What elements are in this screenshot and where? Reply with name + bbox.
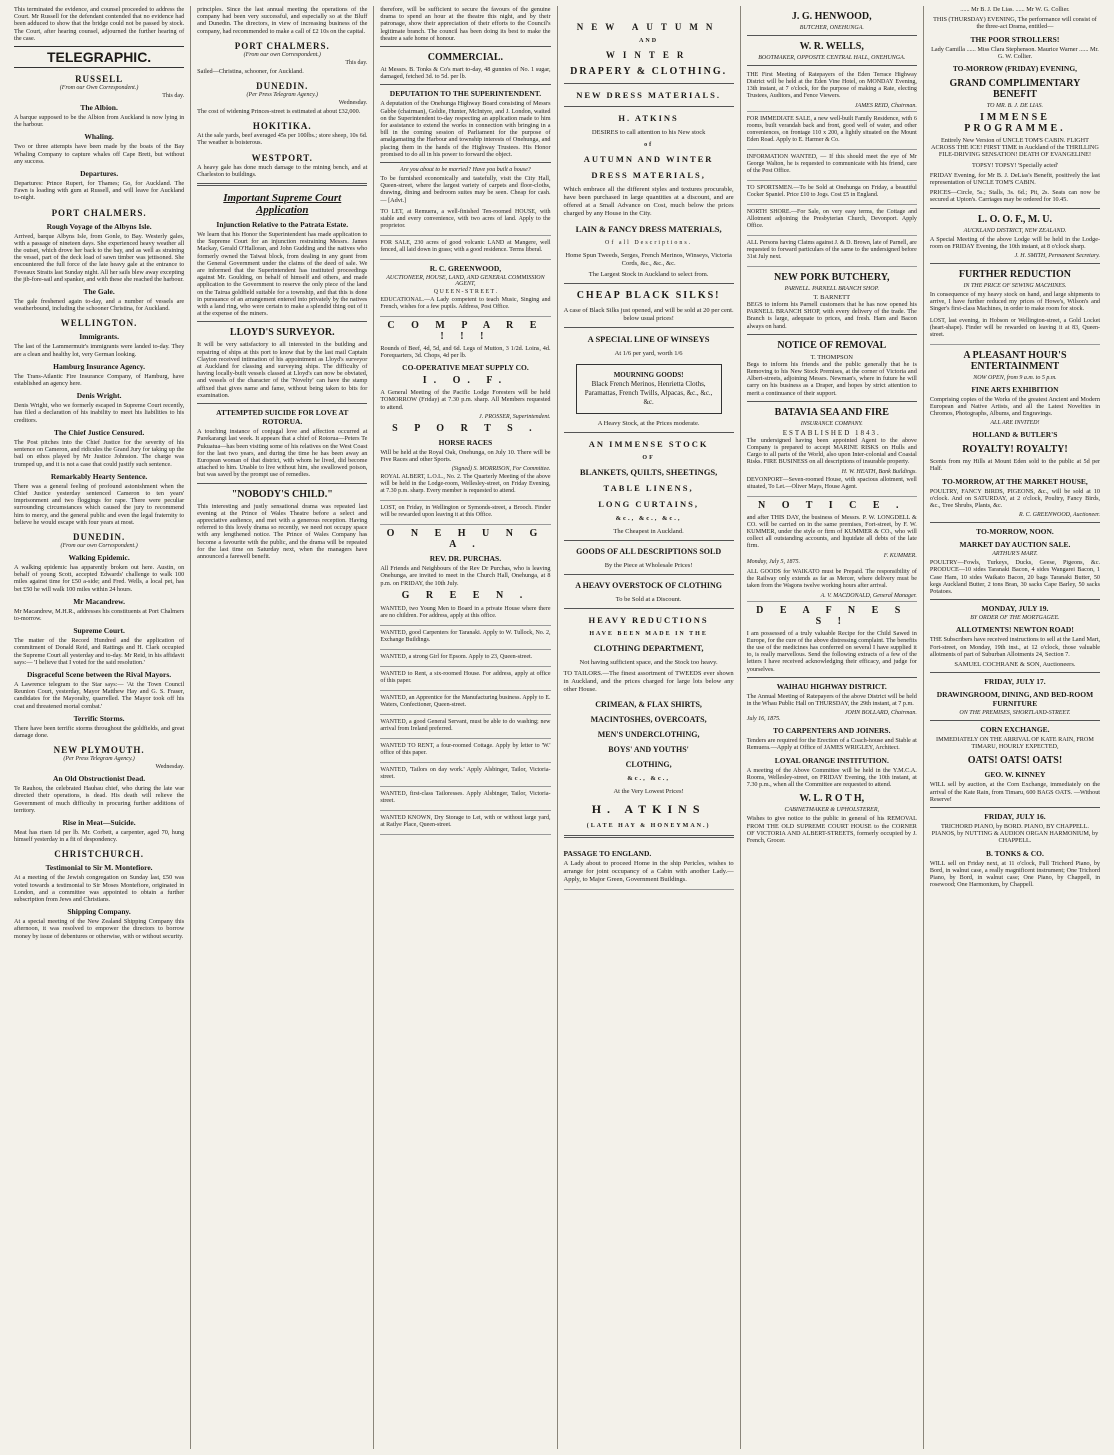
item-text: A barque supposed to be the Albion from Auckland is now lying in the harbour. bbox=[14, 114, 185, 129]
ad-text: WANTED TO RENT, a four-roomed Cottage. Apply by letter to 'W.' office of this paper. bbox=[380, 742, 551, 756]
ad-text: Of all Descriptions. bbox=[605, 240, 693, 246]
source-line: (From our own Correspondent.) bbox=[243, 51, 321, 58]
advertiser-name: H. ATKINS bbox=[591, 802, 706, 816]
classified-ad bbox=[380, 669, 550, 691]
ad-text: Scents from my Hills at Mount Eden sold to the public at 5d per Half. bbox=[929, 458, 1101, 473]
ad-text: I am possessed of a truly valuable Recipe for the Child Sawed in Europe, for the cure of the above distressing complaint. The benefits the use of the medicines has conferred on several I have supplied it to, is really marvellous. Send the following extracts of a few of the letters I have received acknowledging their efficacy, and judge for yourselves. bbox=[746, 629, 917, 673]
classified-ad bbox=[747, 183, 917, 205]
headline: COMMERCIAL. bbox=[427, 52, 504, 64]
ad-text: The Cheapest in Auckland. bbox=[613, 528, 684, 535]
advertiser-name: W. R. WELLS, bbox=[799, 41, 864, 52]
ad-text: A Special Meeting of the above Lodge will be held in the Lodge-room on FRIDAY Evening, the 10th instant, at 8 o'clock sharp. bbox=[929, 235, 1101, 250]
ad-text: Which embrace all the different styles and textures procurable, have been purchased in large quantities at a discount, and are offered at a Small Advance on Cost, much below the prices charged by any House in the City. bbox=[563, 186, 734, 217]
ad-text: TOPSY! TOPSY! 'Specially acted' bbox=[971, 161, 1058, 169]
ad-heading: WAIHAU HIGHWAY DISTRICT. bbox=[776, 681, 887, 691]
street-name: Q U E E N - S T R E E T . bbox=[433, 288, 498, 295]
advertiser-name: R. C. GREENWOOD, bbox=[429, 263, 502, 273]
ad-text: DEVONPORT—Seven-roomed House, with spacious allotment, well situated, To Let.—Oliver Mays, House Agent. bbox=[746, 476, 917, 490]
ad-text: A case of Black Silks just opened, and will be sold at 20 per cent. below usual prices! bbox=[563, 307, 734, 322]
item-text: There was a general feeling of profound astonishment when the Chief Justice yesterday sentenced Cameron to ten years' imprisonment and two floggings for rape. There were peculiar surrounding circumstances which caused the jury to recommend him to mercy, and the general public and even the legal fraternity to believe he would escape with four years at most. bbox=[14, 482, 185, 526]
ad-heading: ALLOTMENTS! NEWTON ROAD! bbox=[956, 625, 1074, 635]
ad-text: of bbox=[644, 142, 654, 148]
ad-text: The Annual Meeting of Ratepayers of the above District will be held in the Whau Public Hall on THURSDAY, the 29th instant, at 7 p.m. bbox=[746, 692, 917, 708]
ad-date: Monday, July 5, 1875. bbox=[746, 558, 801, 565]
ad-text: and after THIS DAY, the business of Messrs. P. W. LONGDELL & CO. will be carried on in the same premises, Fort-street, by F. W. KUMMER, under the style or firm of KUMMER & CO., who will collect all outstanding accounts, and liquidate all debts of the late firm. bbox=[746, 513, 917, 550]
ad-text: Wishes to give notice to the public in general of his REMOVAL FROM THE OLD SUPREME COURT HOUSE to the CORNER OF VICTORIA AND ALBERT-STREETS, formerly occupied by J. French, Grocer. bbox=[746, 815, 917, 844]
ad-headline: BOYS' AND YOUTHS' bbox=[608, 745, 689, 754]
section-heading-telegraphic: TELEGRAPHIC. bbox=[14, 46, 184, 68]
item-text: At a special meeting of the New Zealand Shipping Company this afternoon, it was resolved to empower the directors to borrow money by issue of debentures or otherwise, with or without security. bbox=[14, 918, 185, 940]
ad-text: A General Meeting of the Pacific Lodge Foresters will be held TOMORROW (Friday) at 7.30 p.m. sharp. All Members requested to attend. bbox=[380, 389, 551, 411]
ad-headline: GOODS OF ALL DESCRIPTIONS SOLD bbox=[576, 547, 722, 556]
ad-headline: CHEAP BLACK SILKS! bbox=[576, 290, 721, 301]
ad-text: EDUCATIONAL.—A Lady competent to teach Music, Singing and French, wishes for a few pupils. Address, Post Office. bbox=[380, 296, 551, 310]
classified-ad bbox=[380, 813, 550, 835]
column-1 bbox=[8, 6, 191, 1449]
item-text: There have been terrific storms throughout the goldfields, and great damage done. bbox=[14, 724, 185, 739]
ad-headline: BLANKETS, QUILTS, SHEETINGS, bbox=[579, 467, 718, 477]
ad-heading: I. O. F. bbox=[422, 375, 509, 387]
ad-subheading: BY ORDER OF THE MORTGAGEE. bbox=[970, 615, 1060, 622]
ad-headline: CRIMEAN, & FLAX SHIRTS, bbox=[595, 700, 702, 709]
ad-heading: TO CARPENTERS AND JOINERS. bbox=[773, 726, 891, 736]
ad-text: OF bbox=[642, 455, 655, 461]
place-heading: PORT CHALMERS. bbox=[234, 40, 330, 51]
ad-heading: PASSAGE TO ENGLAND. bbox=[563, 849, 652, 858]
ad-headline: AUTUMN AND WINTER bbox=[583, 154, 714, 164]
item-heading: Supreme Court. bbox=[73, 626, 125, 636]
ad-heading: FURTHER REDUCTION bbox=[958, 269, 1072, 281]
ad-text: Begs to inform his friends and the public generally that he is Removing to his New Stock Premises, at the corner of Victoria and Albert-streets, adjoining Messrs. Newman's, where in future he will carry on his business as a Draper, and hopes by strict attention to merit a continuance of their support. bbox=[746, 360, 917, 397]
ad-subheading: ON THE PREMISES, SHORTLAND-STREET. bbox=[959, 709, 1071, 716]
classified-ad bbox=[747, 114, 917, 150]
classified-ad bbox=[380, 765, 550, 787]
item-text: Denis Wright, who we formerly escaped in Supreme Court recently, has filed a declaration of his inability to meet his liabilities to his creditors. bbox=[14, 402, 185, 424]
ad-heading: NOTICE OF REMOVAL bbox=[777, 339, 887, 351]
ad-headline: MACINTOSHES, OVERCOATS, bbox=[590, 715, 707, 724]
item-text: The last of the Lammermuir's immigrants were landed to-day. They are a clean and healthy lot, very German looking. bbox=[14, 343, 185, 358]
ad-headline: LAIN & FANCY DRESS MATERIALS, bbox=[575, 224, 722, 234]
ad-heading: TO-MORROW, AT THE MARKET HOUSE, bbox=[942, 476, 1088, 486]
ad-text: FOR SALE, 230 acres of good volcanic LAND at Mangere, well fenced, all laid down in grass; with a good residence. Terms liberal. bbox=[380, 239, 551, 253]
place-heading: PORT CHALMERS. bbox=[51, 207, 147, 218]
article-text: This terminated the evidence, and counsel proceeded to address the Court. Mr Russell for the defendant contended that no evidence had been adduced to show that the bridge could not be passed by stock. The Court, after hearing counsel, adjourned the further hearing of the case. bbox=[14, 6, 185, 42]
ad-headline: NEW AUTUMN bbox=[576, 22, 721, 32]
classified-ad bbox=[380, 207, 550, 236]
divider bbox=[197, 483, 367, 484]
item-heading: Terrific Storms. bbox=[73, 713, 125, 723]
ad-subheading: Are you about to be married? Have you built a house? bbox=[400, 167, 531, 174]
ad-text: At 1/6 per yard, worth 1/6 bbox=[614, 350, 683, 357]
item-heading: Rise in Meat—Suicide. bbox=[62, 817, 136, 827]
column-2 bbox=[191, 6, 374, 1449]
ad-text: &c., &c., bbox=[627, 775, 670, 782]
ad-subheading: REV. DR. PURCHAS. bbox=[429, 554, 502, 564]
ad-headline: AN IMMENSE STOCK bbox=[588, 439, 709, 449]
ad-heading: N O T I C E . bbox=[757, 499, 906, 511]
ad-date: July 16, 1875. bbox=[746, 716, 781, 723]
ad-headline: CLOTHING, bbox=[625, 760, 672, 769]
item-text: At the sale yards, beef averaged 45s per 100lbs.; store sheep, 10s 6d. The weather is boisterous. bbox=[197, 132, 368, 147]
subheadline: Injunction Relative to the Patrata Estate. bbox=[216, 220, 349, 230]
ad-text: THE Subscribers have received instructions to sell at the Land Mart, Fort-street, on Monday, 19th inst., at 12 o'clock, those valuable allotments of part of Suburban Allotments 24, Section 7. bbox=[929, 636, 1101, 658]
headline: DEPUTATION TO THE SUPERINTENDENT. bbox=[389, 89, 542, 99]
ad-heading: DRAWINGROOM, DINING, AND BED-ROOM FURNITURE bbox=[936, 689, 1094, 708]
ad-text: WANTED, first-class Tailoresses. Apply Alsbinger, Tailor, Victoria-street. bbox=[380, 790, 551, 804]
ad-heading: MARKET DAY AUCTION SALE. bbox=[959, 540, 1071, 550]
ad-heading: BATAVIA SEA AND FIRE bbox=[774, 406, 889, 418]
divider bbox=[380, 46, 550, 47]
place-heading: RUSSELL bbox=[75, 74, 124, 85]
classified-ad bbox=[380, 717, 550, 739]
item-text: Arrived, barque Albyns Isle, from Gonle, to Bay. Westerly gales, with a passage of nineteen days. She experienced heavy weather all the outset, which drove her back to the bay, and as well as straining the vessel, part of the deck load of sawn timber was jettisoned. She encountered the full force of the late heavy gale at the entrance to Foveaux Straits last Sunday night. All her sails blew away excepting the jib-fore-sail and spanker, and with these she reached the harbour. bbox=[14, 232, 185, 283]
ad-text: TRICHORD PIANO, by BORD. PIANO, BY CHAPPELL. PIANOS, by NUTTING & AUDION ORGAN HARMONIUM, by CHAPPELL. bbox=[931, 822, 1099, 845]
ad-subheading: TO-MORROW (FRIDAY) EVENING, bbox=[952, 64, 1078, 74]
ad-subheading: NOW OPEN, from 9 a.m. to 5 p.m. bbox=[973, 374, 1057, 381]
ad-text: &c., &c., &c., bbox=[615, 515, 682, 522]
classified-ad bbox=[747, 475, 917, 497]
advertiser-name: W. L. R O T H, bbox=[799, 793, 865, 805]
ad-heading: ROYALTY! ROYALTY! bbox=[962, 444, 1068, 456]
ad-heading: A PLEASANT HOUR'S ENTERTAINMENT bbox=[963, 349, 1067, 372]
ad-text: Entirely New Version of UNCLE TOM'S CABIN. FLIGHT ACROSS THE ICE! FIRST TIME in Auckland of the THRILLING FILE-DRIVING SENSATION! DEATH OF EVANGELINE! bbox=[931, 137, 1099, 159]
ad-text: DESIRES to call attention to his New stock bbox=[591, 129, 706, 136]
ad-text: WANTED to Rent, a six-roomed House. For address, apply at office of this paper. bbox=[380, 670, 551, 684]
source-line: (From our own Correspondent.) bbox=[60, 542, 138, 549]
item-heading: Remarkably Hearty Sentence. bbox=[50, 471, 148, 481]
ad-text: The Largest Stock in Auckland to select from. bbox=[588, 271, 709, 278]
advertiser-title: AUCTIONEER, HOUSE, LAND, AND GENERAL COMMISSION AGENT, bbox=[386, 274, 545, 287]
ad-heading: IMMENSE PROGRAMME. bbox=[964, 112, 1066, 135]
signature: J. H. SMITH, Permanent Secretary. bbox=[1014, 253, 1101, 260]
ad-text: All Friends and Neighbours of the Rev Dr Purchas, who is leaving Onehunga, are invited to meet in the Church Hall, Onehunga, at 8 p.m. on FRIDAY, the 10th July. bbox=[380, 565, 551, 587]
ad-heading: GRAND COMPLIMENTARY BENEFIT bbox=[949, 78, 1081, 101]
ad-text: LOST, on Friday, in Wellington or Symonds-street, a Brooch. Finder will be rewarded upon leaving it at this Office. bbox=[380, 505, 551, 519]
ad-text: Comprising copies of the Works of the greatest Ancient and Modern European and Native Artists, and all the Latest Novelties in Chromos, Photographs, Albums, and Engravings. bbox=[929, 395, 1101, 418]
ad-text: The undersigned having been appointed Agent to the above Company is prepared to accept MARINE RISKS on Hulls and Cargo to all parts of the World, also upon Inter-colonial and Coastal Risks. FIRE BUSINESS on all descriptions of insurable property. bbox=[746, 436, 917, 466]
ad-text: INFORMATION WANTED, — If this should meet the eye of Mr George Walton, he is requested to communicate with his friend, care of the Post Office. bbox=[746, 154, 917, 174]
ad-text: FRIDAY Evening, for Mr B. J. DeLias's Benefit, positively the last representation of UNCLE TOM'S CABIN. bbox=[929, 171, 1101, 187]
classified-ad bbox=[380, 741, 550, 763]
signature: H. W. HEATH, Bank Buildings. bbox=[841, 468, 917, 475]
advertiser-name: GEO. W. KINNEY bbox=[984, 770, 1046, 780]
ad-text: NORTH SHORE.—For Sale, on very easy terms, the Cottage and Allotment adjoining the Presbyterian Church, Devonport. Apply Office. bbox=[746, 209, 917, 229]
item-heading: Hamburg Insurance Agency. bbox=[53, 361, 146, 371]
item-text: A heavy gale has done much damage to the mining bench, and at Charleston to buildings. bbox=[197, 163, 368, 178]
signature: A. V. MACDONALD, General Manager. bbox=[820, 592, 917, 599]
article-text: A deputation of the Onehunga Highway Board consisting of Messrs Gabbe (chairman), Goldie, Hunter, McIntyre, and J. London, waited on the Superintendent to-day respecting an application made to him for assistance to extend the works in connection with bringing in a bill in the coming session of Parliament for the purpose of amalgamating the Harbour and township interests of Onehunga, and placing them in the hands of the Highway Trustees. His Honor promised to do all in his power to forward the object. bbox=[380, 100, 551, 158]
ad-text: LOST, last evening, in Hobson or Wellington-street, a Gold Locket (heart-shape). Finder will be rewarded on leaving it at 83, Queen-street. bbox=[929, 317, 1101, 338]
classified-ad bbox=[380, 693, 550, 715]
ad-text: Will be held at the Royal Oak, Onehunga, on July 10. There will be Five Races and other Sports. bbox=[380, 448, 551, 464]
ad-subheading: AUCKLAND DISTRICT, NEW ZEALAND. bbox=[963, 227, 1067, 234]
signature: JAMES REID, Chairman. bbox=[854, 103, 917, 109]
dateline: This day. bbox=[345, 59, 368, 66]
ad-text: Rounds of Beef, 4d, 5d, and 6d. Legs of Mutton, 3 1/2d. Loins, 4d. Forequarters, 3d. Chops, 4d per lb. bbox=[380, 344, 551, 360]
divider bbox=[197, 321, 367, 322]
item-text: The cost of widening Princes-street is estimated at about £32,000. bbox=[197, 108, 361, 116]
item-heading: The Albion. bbox=[80, 103, 118, 113]
ad-subheading: TO MR. B. J. DE LIAS. bbox=[986, 103, 1043, 110]
ad-text: WANTED, a good General Servant, must be able to do washing; new arrival from Ireland preferred. bbox=[380, 718, 551, 732]
advertiser-name: B. TONKS & CO. bbox=[986, 848, 1044, 858]
ad-text: TO LET, at Remuera, a well-finished Ten-roomed HOUSE, with stable and every convenience, with two acres of land. Apply to the proprietor. bbox=[380, 208, 551, 229]
ad-subheading: HORSE RACES bbox=[438, 437, 493, 447]
ad-text: THIS (THURSDAY) EVENING, The performance will consist of the three-act Drama, entitled— bbox=[933, 16, 1097, 31]
item-heading: Denis Wright. bbox=[76, 391, 122, 401]
column-5 bbox=[741, 6, 924, 1449]
advertiser-title: BOOTMAKER, OPPOSITE CENTRAL HALL, ONEHUNGA. bbox=[758, 55, 906, 61]
ad-subheading: INSURANCE COMPANY. bbox=[800, 420, 863, 427]
ad-subheading: ARTHUR'S MART. bbox=[992, 551, 1038, 558]
advertiser-name: H. ATKINS bbox=[618, 113, 679, 123]
item-text: The gale freshened again to-day, and a number of vessels are weatherbound, including the schooner Christina, for Auckland. bbox=[14, 298, 185, 313]
signature: J. PROSSER, Superintendent. bbox=[479, 413, 551, 420]
ad-text: (LATE HAY & HONEYMAN.) bbox=[586, 823, 711, 829]
ad-text: At the Very Lowest Prices! bbox=[613, 788, 684, 795]
item-heading: Shipping Company. bbox=[67, 907, 131, 917]
ad-text: WANTED, two Young Men to Board in a private House where there are no children. For address, apply at this office. bbox=[380, 605, 551, 619]
item-text: A walking epidemic has apparently broken out here. Austin, on behalf of young Scott, accepted Edwards' challenge to walk 100 miles against time for £50 a-side; and Fred. Wells, a local pet, has bet £50 he will walk 100 miles within 24 hours. bbox=[14, 563, 185, 593]
classified-ad bbox=[380, 604, 550, 626]
ad-heading: S P O R T S . bbox=[392, 422, 539, 434]
item-text: A Lawrence telegram to the Star says:— 'At the Town Council Reunion Court, yesterday, Mayor Matthew Hay and G. S. Fraser, candidates for the Mayoralty, quarrelled. The Mayor took off his coat and threatened mortal combat.' bbox=[14, 680, 185, 710]
article-text: This interesting and justly sensational drama was repeated last evening at the Prince of Wales Theatre before a select and appreciative audience, and met with a generous reception. Having referred to this lovely drama so recently, we need not occupy space with any lengthened notice. The Prince of Wales Company has become a favourite with the public, and the drama will be repeated for the last time on Saturday next, when the managers have announced a farewell benefit. bbox=[197, 502, 368, 560]
item-heading: Disgraceful Scene between the Rival Mayors. bbox=[27, 669, 172, 679]
ad-text: A Lady about to proceed Home in the ship Pericles, wishes to arrange for joint occupancy of a Cabin with another Lady.—Apply, to Major Green, Government Buildings. bbox=[563, 860, 734, 883]
ad-text: WANTED KNOWN, Dry Storage to Let, with or without large yard, at Ratlye Place, Queen-street. bbox=[380, 814, 551, 828]
ad-headline: WINTER bbox=[605, 50, 692, 60]
classified-ad bbox=[747, 70, 917, 112]
ad-text: Home Spun Tweeds, Serges, French Merinos, Winseys, Victoria Cords, &c., &c., &c. bbox=[565, 252, 732, 267]
ad-headline: CLOTHING DEPARTMENT, bbox=[593, 643, 704, 653]
ad-headline: NEW DRESS MATERIALS. bbox=[576, 90, 721, 100]
ad-headline: A SPECIAL LINE OF WINSEYS bbox=[587, 334, 710, 344]
ad-text: TO TAILORS.—The finest assortment of TWEEDS ever shown in Auckland, and the prices charged for large lots below any other House. bbox=[563, 670, 734, 693]
classified-ad bbox=[380, 295, 550, 317]
place-heading: DUNEDIN. bbox=[256, 81, 309, 92]
ad-text: ROYAL ALBERT, L.O.L., No. 2. The Quarterly Meeting of the above will be held in the Lodge-room, Wellesley-street, on Friday Evening, at 7.30 p.m. sharp. Every member is requested to attend. bbox=[380, 474, 551, 495]
classified-ad bbox=[380, 789, 550, 811]
column-6 bbox=[924, 6, 1106, 1449]
ad-headline: LONG CURTAINS, bbox=[598, 499, 699, 509]
ad-text: To be Sold at a Discount. bbox=[615, 596, 682, 603]
ad-text: AND bbox=[639, 38, 659, 44]
cast-list: Lady Camilla ...... Miss Clara Stephenson. Maurice Warner ...... Mr. G. W. Collier. bbox=[931, 45, 1099, 60]
item-heading: An Old Obstructionist Dead. bbox=[53, 774, 146, 784]
headline: LLOYD'S SURVEYOR. bbox=[229, 327, 335, 339]
article-text: We learn that his Honor the Superintendent has made application to the Supreme Court for an injunction restraining Messrs. James Mackay, Gerald O'Halloran, and John Gudding and the natives who formerly owned the Taiwai block, from dealing in any grant from the General Government under the claims of the deed of sale. We are informed that the Superintendent has instituted proceedings against Mr. Goulding, on behalf of himself and others, and made application to the Government to reserve the only piece of the land on the Tairua goldfield suitable for a township, and that this is done in pursuance of an arrangement entered into privately by the natives with a land ring, who were certain to make a splendid thing out of it at the expense of the miners. bbox=[197, 231, 368, 318]
signature: T. THOMPSON bbox=[810, 353, 853, 361]
ad-text: In consequence of my heavy stock on hand, and large shipments to arrive, I have further reduced my prices of Howe's, Wilson's and Singer's first-class Machines, in order to make room for stock. bbox=[929, 291, 1101, 313]
ad-text: By the Piece at Wholesale Prices! bbox=[604, 562, 693, 569]
source-line: (From our Own Correspondent.) bbox=[59, 85, 139, 92]
box-heading: MOURNING GOODS! bbox=[613, 371, 684, 379]
column-3 bbox=[374, 6, 557, 1449]
signature: T. BARNETT bbox=[813, 294, 851, 301]
ad-text: TO SPORTSMEN.—To be Sold at Onehunga on Friday, a beautiful Cocker Spaniel. Price £10 to Jogs. Cost £5 in England. bbox=[746, 185, 917, 198]
ad-text: PRICES—Circle, 5s.; Stalls, 3s. 6d.; Pit, 2s. Seats can now be secured at Upton's. Carriages may be ordered for 10.45. bbox=[929, 189, 1101, 204]
article-text: therefore, will be sufficient to secure the favours of the genuine drama to spend an hour at the theatre this night, and by their patronage, show their appreciation of their efforts to the Council's legitimate branch. The council has been doing its best to make the theatre a safe home of honour. bbox=[380, 6, 551, 42]
ad-heading: D E A F N E S S ! bbox=[756, 604, 908, 627]
source-line: (Per Press Telegram Agency.) bbox=[246, 92, 318, 99]
divider bbox=[197, 183, 367, 186]
item-text: The Trans-Atlantic Fire Insurance Company, of Hamburg, have established an agency here. bbox=[14, 372, 185, 388]
divider bbox=[380, 162, 550, 163]
classified-ad bbox=[380, 472, 550, 501]
ad-heading: TO-MORROW, NOON. bbox=[976, 527, 1054, 537]
ad-text: Tenders are required for the Erection of a Coach-house and Stable at Remuera.—Apply at Office of JAMES WRIGLEY, Architect. bbox=[746, 737, 917, 752]
item-text: The matter of the Record Hundred and the application of commitment of Donald Reid, and Rattings and H. Clark occupied the Supreme Court all yesterday and to-day. Mr Reid, in his affidavit says:— 'I believe that I voted for the said resolution.' bbox=[14, 637, 185, 666]
ad-headline: HEAVY REDUCTIONS bbox=[588, 615, 709, 625]
classified-ad bbox=[380, 652, 550, 667]
column-4-drapery-ad bbox=[558, 6, 741, 1449]
ad-text: THE First Meeting of Ratepayers of the Eden Terrace Highway District will be held at the Eden Vine Hotel, on MONDAY Evening, 13th instant, at 7 o'clock, for the purpose of making a Rate, electing Trustees, Auditors, and Fence Viewers. bbox=[746, 72, 917, 99]
article-text: At Messrs. B. Tonks & Co's mart to-day, 48 gunnies of No. 1 sugar, damaged, fetched 3d. to 5d. per lb. bbox=[380, 66, 551, 81]
classified-ad bbox=[747, 207, 917, 236]
advertiser-title: CABINETMAKER & UPHOLSTERER, bbox=[784, 807, 880, 814]
ad-text: WANTED, 'Tailors on day work.' Apply Alsbinger, Tailor, Victoria-street. bbox=[380, 766, 551, 780]
ad-headline: DRESS MATERIALS, bbox=[591, 170, 706, 180]
dateline: This day. bbox=[162, 93, 185, 100]
ad-text: BEGS to inform his Parnell customers that he has now opened his PARNELL BRANCH SHOP, with every delivery of the trade. The Branch is large, adequate to prices, and fresh. Ham and Bacon always on hand. bbox=[746, 301, 917, 330]
advertiser-name: J. G. HENWOOD, bbox=[791, 11, 872, 22]
ad-subheading: ALL ARE INVITED! bbox=[990, 420, 1040, 427]
ad-text: HAVE BEEN MADE IN THE bbox=[589, 631, 708, 637]
ad-heading: FRIDAY, JULY 16. bbox=[984, 811, 1046, 821]
ad-text: ALL GOODS for WAIKATO must be Prepaid. The responsibility of the Railway only extends as far as Mercer, where delivery must be taken from the Wagons twelve working hours after arrival. bbox=[746, 568, 917, 589]
item-text: Te Rauhou, the celebrated Hauhau chief, who during the late war directed their operations, is dead. His death will relieve the Government of much difficulty in procuring further additions of territory. bbox=[14, 785, 185, 814]
place-heading: WESTPORT. bbox=[251, 152, 313, 163]
item-text: Meat has risen 1d per lb. Mr. Corbett, a carpenter, aged 70, hung himself yesterday in a fit of despondency. bbox=[14, 828, 185, 844]
ad-text: WANTED, a strong Girl for Epsom. Apply to 23, Queen-street. bbox=[380, 653, 533, 660]
place-heading: CHRISTCHURCH. bbox=[54, 849, 144, 860]
ad-subheading: IN THE PRICE OF SEWING MACHINES. bbox=[963, 283, 1067, 290]
ad-headline: A HEAVY OVERSTOCK OF CLOTHING bbox=[575, 581, 722, 590]
item-text: Sailed—Christina, schooner, for Auckland. bbox=[197, 67, 304, 75]
ad-heading: FINE ARTS EXHIBITION bbox=[971, 384, 1059, 394]
ad-subheading: PARNELL. PARNELL BRANCH SHOP. bbox=[784, 286, 879, 292]
ad-heading: NEW PORK BUTCHERY, bbox=[774, 272, 890, 283]
item-text: The Post pitches into the Chief Justice for the severity of his sentence on Cameron, and ridicules the Grand Jury for taking up the bail on ethos played by Mr Justice Johnston. The charge was trumped up, and it is not a case that could justify such sentence. bbox=[14, 438, 185, 468]
ad-heading: CO-OPERATIVE MEAT SUPPLY CO. bbox=[402, 363, 529, 373]
ad-text: ALL Persons having Claims against J. & D. Brown, late of Parnell, are requested to forward particulars of the same to the undersigned before 31st July next. bbox=[746, 240, 917, 260]
ad-headline: TABLE LINENS, bbox=[603, 483, 694, 493]
ad-heading: MONDAY, JULY 19. bbox=[981, 604, 1049, 614]
classified-ad bbox=[930, 316, 1100, 345]
classified-ad bbox=[380, 238, 550, 260]
classified-ad bbox=[564, 843, 734, 890]
ad-text: Not having sufficient space, and the Stock too heavy. bbox=[579, 659, 718, 666]
article-text: A touching instance of conjugal love and affection occurred at Parekarangi last week. It appears that a chief of Rotorua—Peters Te Pukuatua—has been visiting some of his relatives on the West Coast for the last two years, and during the time he has been away an European woman of that district, with whom he lived, did become attached to him. Unable to live without him, she swallowed poison, but was saved by the prompt use of remedies. bbox=[197, 428, 368, 479]
ad-text: WILL sell on Friday next, at 11 o'clock, Full Trichord Piano, by Bord, in walnut case, a really magnificent instrument; One Trichord Piano, by Bord, in walnut case; One Piano, by Chappell, in rosewood; One Harmonium, by Chappell. bbox=[929, 859, 1101, 889]
place-heading: NEW PLYMOUTH. bbox=[53, 745, 145, 756]
item-heading: Rough Voyage of the Albyns Isle. bbox=[46, 221, 152, 231]
classified-ad bbox=[747, 152, 917, 181]
ad-text: POULTRY, FANCY BIRDS, PIGEONS, &c., will be sold at 10 o'clock. And on SATURDAY, at 2 o'clock, Poultry, Fancy Birds, &c., Tree Shrubs, Plants, &c. bbox=[929, 487, 1101, 510]
ad-heading: C O M P A R E ! ! ! bbox=[387, 319, 544, 342]
ad-text: A Heavy Stock, at the Prices moderate. bbox=[597, 420, 700, 427]
item-heading: The Gale. bbox=[83, 287, 115, 297]
item-heading: Departures. bbox=[80, 169, 119, 179]
ad-headline: DRAPERY & CLOTHING. bbox=[570, 66, 728, 77]
item-heading: Walking Epidemic. bbox=[68, 552, 130, 562]
source-line: (Per Press Telegram Agency.) bbox=[63, 756, 135, 763]
item-text: Two or three attempts have been made by the boats of the Bay Whaling Company to capture whales off Cape Brett, but without any success. bbox=[14, 143, 185, 165]
ad-heading: HOLLAND & BUTLER'S bbox=[972, 430, 1058, 440]
ad-heading: LOYAL ORANGE INSTITUTION. bbox=[774, 755, 889, 765]
ad-heading: O N E H U N G A . bbox=[386, 528, 545, 551]
signature: (Signed) S. MORRISON, For Committee. bbox=[451, 466, 551, 473]
dateline: Wednesday. bbox=[155, 764, 185, 771]
ad-text: FOR IMMEDIATE SALE, a new well-built Family Residence, with 6 rooms, built verandah back and front, good well of water, and other conveniences, on frontage 110 x 200, a lightly situated on the Mount Eden Road. Apply to E. Harmer & Co. bbox=[746, 116, 917, 143]
place-heading: HOKITIKA. bbox=[252, 121, 312, 132]
ad-heading: G R E E N . bbox=[401, 589, 530, 601]
item-text: Mr Macandrew, M.H.R., addresses his constituents at Port Chalmers to-morrow. bbox=[14, 607, 185, 622]
mourning-goods-box bbox=[576, 364, 722, 414]
ad-text: WANTED, good Carpenters for Taranaki. Apply to W. Tullock, No. 2, Exchange Buildings. bbox=[380, 629, 551, 643]
signature: JOHN BOLLARD, Chairman. bbox=[844, 710, 917, 717]
place-heading: WELLINGTON. bbox=[60, 318, 138, 329]
headline: ATTEMPTED SUICIDE FOR LOVE AT ROTORUA. bbox=[216, 408, 349, 427]
cast-list: ...... Mr B. J. De Lias. ...... Mr W. G. Collier. bbox=[960, 6, 1070, 13]
dateline: Wednesday. bbox=[338, 100, 368, 107]
ad-text: To be furnished economically and tastefully, visit the City Hall, Queen-street, where the largest variety of carpets and floor-cloths, drawing, dining and bedroom suites may be seen. Cheap for cash. — [Advt.] bbox=[380, 175, 551, 204]
ad-heading: OATS! OATS! OATS! bbox=[967, 755, 1063, 767]
article-text: principles. Since the last annual meeting the operations of the company had been very successful, and especially so at the Bluff and Dunedin. The directors, in view of increasing business of the company, had recommended to make a call of £2 10s on the capital. bbox=[197, 6, 368, 35]
ad-text: POULTRY—Fowls, Turkeys, Ducks, Geese, Pigeons, &c. PRODUCE—10 sides Taranaki Bacon, 4 sides Wangarei Bacon, 1 Case Ham, 10 sides Waikato Bacon, 20 bags Taranaki Butter, 50 kegs Auckland Butter, 2 tons Bran, 30 sacks Cape Barley, 50 sacks Potatoes. bbox=[929, 559, 1101, 596]
classified-ad bbox=[747, 567, 917, 602]
item-heading: Mr Macandrew. bbox=[73, 596, 125, 606]
classified-ad bbox=[380, 503, 550, 525]
ad-text: WILL sell by auction, at the Corn Exchange, immediately on the arrival of the Kate Rain, from Timaru, 600 BAGS OATS. —Without Reserve! bbox=[929, 781, 1101, 803]
box-text: Black French Merinos, Henrietta Cloths, Paramattas, French Twills, Alpacas, &c., &c., &c. bbox=[584, 380, 713, 406]
advertiser-title: BUTCHER, ONEHUNGA. bbox=[799, 25, 864, 31]
item-text: Departures: Prince Rupert, for Thames; Go, for Auckland. The Fawn is loading with gum at Russell, and will leave for Auckland to-night. bbox=[14, 180, 185, 202]
signature: SAMUEL COCHRANE & SON, Auctioneers. bbox=[954, 660, 1076, 668]
ad-heading: L. O. O. F., M. U. bbox=[977, 213, 1052, 225]
ad-text: WANTED, an Apprentice for the Manufacturing business. Apply to E. Waters, Confectioner, Queen-street. bbox=[380, 694, 551, 708]
place-heading: DUNEDIN. bbox=[72, 531, 126, 542]
item-heading: Testimonial to Sir M. Montefiore. bbox=[45, 863, 153, 873]
ad-headline: MEN'S UNDERCLOTHING, bbox=[597, 730, 700, 739]
divider bbox=[380, 84, 550, 85]
ad-text: IMMEDIATELY ON THE ARRIVAL OF KATE RAIN, FROM TIMARU, HOURLY EXPECTED, bbox=[936, 735, 1094, 751]
divider bbox=[197, 403, 367, 404]
signature: F. KUMMER. bbox=[883, 552, 917, 559]
play-title: THE POOR STROLLERS! bbox=[970, 34, 1060, 44]
signature: R. C. GREENWOOD, Auctioneer. bbox=[1018, 512, 1101, 519]
ad-heading: CORN EXCHANGE. bbox=[980, 724, 1050, 734]
headline: Important Supreme Court Application bbox=[223, 192, 342, 217]
ad-heading: FRIDAY, JULY 17. bbox=[984, 676, 1046, 686]
item-text: At a meeting of the Jewish congregation on Sunday last, £50 was voted towards a testimonial to Sir Moses Montefiore, originated in London, and a committee was appointed to obtain a further subscription from Jews and Christians. bbox=[14, 874, 185, 903]
item-heading: Whaling. bbox=[84, 132, 114, 142]
item-heading: Immigrants. bbox=[79, 332, 119, 342]
headline: "NOBODY'S CHILD." bbox=[231, 488, 333, 500]
classified-ad bbox=[747, 238, 917, 267]
ad-text: A meeting of the Above Committee will be held in the Y.M.C.A. Rooms, Wellesley-street, on FRIDAY Evening, the 10th instant, at 7.30 p.m., when all the Committee are requested to attend. bbox=[746, 766, 917, 789]
classified-ad bbox=[380, 628, 550, 650]
article-text: It will be very satisfactory to all interested in the building and repairing of ships at this port to know that by the last mail Captain Clayton received intimation of his appointment as Lloyd's surveyor at Auckland for classing and surveying ships. The difficulty of having locally-built vessels classed at Lloyd's can now be obviated, and vessels of the character of the 'Novelty' can have the stamp affixed that gives name and fame, without being taken to bits for examination. bbox=[197, 341, 368, 399]
ad-subheading: ESTABLISHED 1843. bbox=[782, 428, 881, 437]
item-heading: The Chief Justice Censured. bbox=[53, 427, 145, 437]
